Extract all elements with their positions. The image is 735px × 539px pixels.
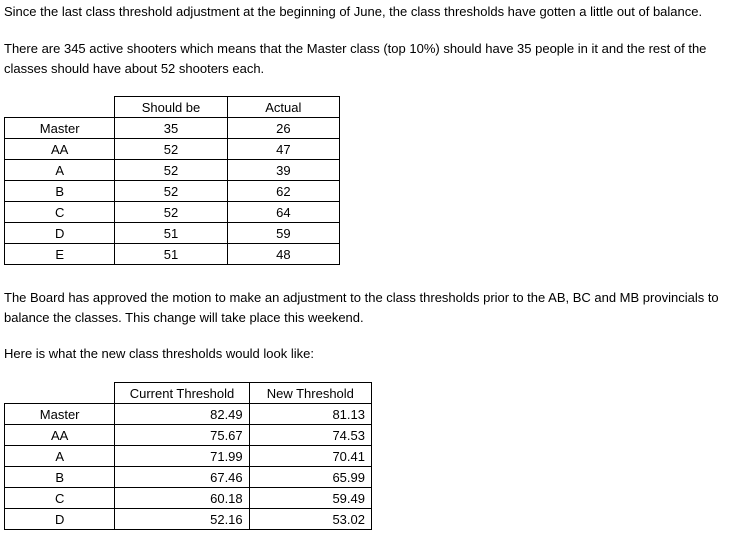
col-3-value: 39 [227,160,339,181]
thresholds-lead: Here is what the new class thresholds would look like: [4,346,314,361]
col-2-value: 52 [115,139,227,160]
class-label: D [5,509,115,530]
col-2-value: 67.46 [115,467,249,488]
col-3-value: 62 [227,181,339,202]
header-actual: Actual [227,97,339,118]
class-label: D [5,223,115,244]
col-2-value: 52 [115,181,227,202]
table-row [5,509,372,530]
col-2-value: 35 [115,118,227,139]
class-label: AA [5,139,115,160]
col-2-value: 52 [115,202,227,223]
table-row [5,160,340,181]
table-header-row [5,97,340,118]
col-3-value: 59 [227,223,339,244]
class-label: AA [5,425,115,446]
table-row [5,244,340,265]
col-2-value: 71.99 [115,446,249,467]
col-2-value: 52 [115,160,227,181]
class-label: C [5,488,115,509]
class-label: A [5,446,115,467]
board-paragraph: The Board has approved the motion to make an adjustment to the class thresholds prior to the AB, BC and MB provincials to balance the classes. This change will take place this weekend. [4,290,719,325]
class-label: B [5,181,115,202]
col-3-value: 81.13 [249,404,371,425]
class-label: A [5,160,115,181]
table-row [5,181,340,202]
col-2-value: 51 [115,223,227,244]
header-new-threshold: New Threshold [249,383,371,404]
col-3-value: 48 [227,244,339,265]
table-row [5,223,340,244]
class-label: Master [5,118,115,139]
class-label: C [5,202,115,223]
class-threshold-table [4,382,372,530]
col-3-value: 65.99 [249,467,371,488]
intro-line-2: There are 345 active shooters which means that the Master class (top 10%) should have 35 people in it and the rest of the classes should have about 52 shooters each. [4,41,707,76]
table-row [5,202,340,223]
col-3-value: 70.41 [249,446,371,467]
col-3-value: 59.49 [249,488,371,509]
table-row [5,118,340,139]
col-2-value: 75.67 [115,425,249,446]
header-current-threshold: Current Threshold [115,383,249,404]
header-blank [5,383,115,404]
table-row [5,488,372,509]
intro-line-1: Since the last class threshold adjustment at the beginning of June, the class thresholds have gotten a little out of balance. [4,4,703,19]
col-3-value: 64 [227,202,339,223]
col-2-value: 52.16 [115,509,249,530]
table-row [5,467,372,488]
table-row [5,425,372,446]
table-row [5,404,372,425]
col-3-value: 74.53 [249,425,371,446]
class-label: Master [5,404,115,425]
header-blank [5,97,115,118]
table-row [5,139,340,160]
col-3-value: 26 [227,118,339,139]
col-2-value: 82.49 [115,404,249,425]
class-count-table [4,96,340,265]
col-2-value: 51 [115,244,227,265]
table-header-row [5,383,372,404]
col-3-value: 53.02 [249,509,371,530]
col-2-value: 60.18 [115,488,249,509]
class-label: E [5,244,115,265]
col-3-value: 47 [227,139,339,160]
header-should-be: Should be [115,97,227,118]
class-label: B [5,467,115,488]
table-row [5,446,372,467]
